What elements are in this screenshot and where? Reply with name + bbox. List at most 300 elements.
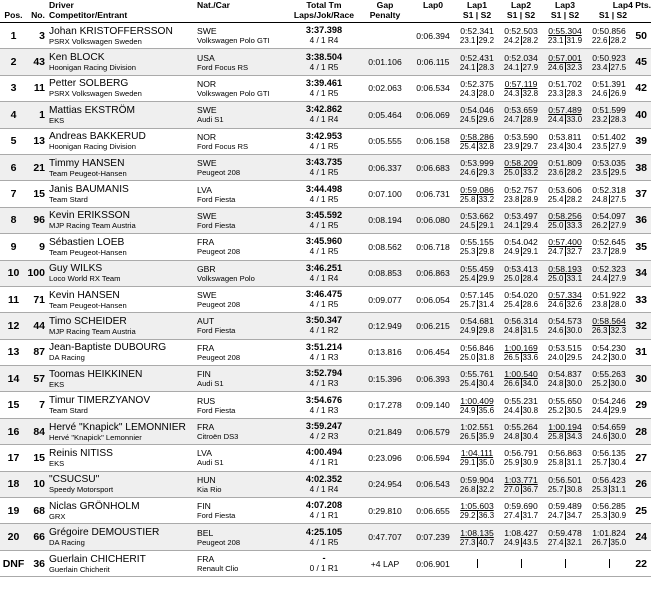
total-time: 3:39.461 [305,77,343,88]
lap2-time: 0:55.231 [504,395,538,406]
total-cell [289,471,359,497]
table-row [0,181,651,207]
lap0-time: 0:06.731 [411,181,455,207]
lap4-cell [587,445,631,471]
lap3-sectors: 25.2 30.5 [547,405,583,415]
total-time: 3:46.251 [305,262,343,273]
lap4-cell [587,366,631,392]
driver-cell [49,498,197,524]
natcar-cell [197,313,289,339]
lap4-cell [587,23,631,49]
laps-jok-race: 4 / 1 R5 [309,247,339,257]
laps-jok-race: 0 / 1 R1 [309,564,339,573]
lap3-time: 0:57.334 [548,290,582,301]
lap3-sectors: 23.3 28.3 [547,88,583,98]
car-model: Ford Fiesta [197,405,236,415]
lap3-time: 0:58.193 [548,263,582,274]
lap1-cell [455,181,499,207]
total-cell [289,366,359,392]
lap3-sectors: 24.6 32.3 [547,62,583,72]
lap1-sectors: 24.6 29.3 [459,168,495,178]
total-time: 3:45.592 [305,209,343,220]
gap: 0:02.063 [359,75,411,101]
driver-cell [49,260,197,286]
total-cell [289,23,359,49]
header-pos: Pos. [0,0,27,23]
total-time: 3:42.862 [305,104,343,115]
lap4-sectors: 25.3 30.9 [591,511,627,521]
lap4-time: 0:56.135 [592,448,626,459]
total-cell [289,313,359,339]
lap1-sectors [457,559,497,568]
gap: 0:05.555 [359,128,411,154]
lap4-cell [587,102,631,128]
lap0-time: 0:06.080 [411,207,455,233]
table-row [0,550,651,576]
lap0-time: 0:06.534 [411,75,455,101]
car-model: Ford Focus RS [197,62,249,72]
table-row [0,49,651,75]
car-model: Peugeot 208 [197,300,241,310]
lap0-time: 0:06.054 [411,286,455,312]
lap1-sectors: 25.8 33.2 [459,194,495,204]
table-row [0,260,651,286]
team-name: MJP Racing Team Austria [49,221,136,231]
lap1-sectors: 24.3 28.0 [459,88,495,98]
natcar-cell [197,471,289,497]
laps-jok-race: 4 / 1 R5 [309,194,339,204]
table-row [0,498,651,524]
position: 9 [0,234,27,260]
natcar-cell [197,207,289,233]
driver-cell [49,418,197,444]
total-time: - [322,553,326,563]
lap4-sectors: 26.7 35.0 [591,537,627,547]
total-cell [289,49,359,75]
lap1-time: 0:59.086 [460,184,494,195]
natcar-cell [197,418,289,444]
car-model: Audi S1 [197,115,224,125]
lap2-sectors: 25.9 30.9 [503,458,539,468]
nationality: FRA [197,554,215,564]
lap1-cell [455,49,499,75]
nationality: FRA [197,237,215,248]
lap4-sectors: 24.6 26.9 [591,88,627,98]
lap1-sectors: 23.1 29.2 [459,36,495,46]
lap3-cell [543,524,587,550]
gap: 0:47.707 [359,524,411,550]
lap3-sectors: 25.8 34.3 [547,432,583,442]
lap3-cell [543,128,587,154]
points: 35 [631,234,651,260]
points: 24 [631,524,651,550]
car-model: Renault Clio [197,564,239,573]
points: 50 [631,23,651,49]
natcar-cell [197,286,289,312]
team-name: Hoonigan Racing Division [49,63,136,73]
lap2-time: 0:52.503 [504,26,538,37]
lap2-cell [499,550,543,576]
total-cell [289,550,359,576]
lap2-cell [499,524,543,550]
gap: 0:06.337 [359,154,411,180]
lap1-time: 0:57.145 [460,290,494,301]
lap2-time: 0:54.020 [504,290,538,301]
car-number: 36 [27,550,49,576]
lap3-time: 0:54.573 [548,316,582,327]
gap: 0:29.810 [359,498,411,524]
lap3-time: 0:59.478 [548,527,582,538]
lap1-cell [455,418,499,444]
lap3-sectors: 23.1 31.9 [547,36,583,46]
natcar-cell [197,234,289,260]
car-number: 66 [27,524,49,550]
total-cell [289,286,359,312]
total-cell [289,75,359,101]
lap1-cell [455,550,499,576]
car-model: Volkswagen Polo GTI [197,88,270,98]
lap4-cell [587,392,631,418]
nationality: FIN [197,369,211,380]
car-model: Ford Fiesta [197,326,236,336]
lap4-time: 0:51.922 [592,290,626,301]
lap1-cell [455,23,499,49]
points: 30 [631,366,651,392]
lap2-time: 0:56.791 [504,448,538,459]
lap3-time: 0:57.001 [548,52,582,63]
lap3-time: 1:00.194 [548,422,582,433]
gap: 0:08.562 [359,234,411,260]
team-name: GRX [49,511,66,521]
lap1-sectors: 26.5 35.9 [459,432,495,442]
laps-jok-race: 4 / 1 R5 [309,141,339,151]
laps-jok-race: 4 / 1 R5 [309,62,339,72]
lap4-cell [587,498,631,524]
lap3-time: 0:53.606 [548,184,582,195]
lap1-sectors: 29.2 36.3 [459,511,495,521]
driver-cell [49,392,197,418]
car-number: 13 [27,128,49,154]
lap1-cell [455,313,499,339]
driver-name: Reinis NITISS [49,447,113,459]
total-time: 3:52.794 [305,368,343,379]
position: 6 [0,154,27,180]
car-model: Peugeot 208 [197,168,241,178]
nationality: RUS [197,395,216,406]
nationality: FRA [197,342,215,353]
lap1-time: 0:54.046 [460,105,494,116]
lap0-time: 0:06.594 [411,445,455,471]
lap4-cell [587,154,631,180]
lap4-sectors: 22.6 28.2 [591,36,627,46]
lap2-cell [499,498,543,524]
lap2-sectors: 26.5 33.6 [503,352,539,362]
lap4-cell [587,207,631,233]
driver-name: Johan KRISTOFFERSSON [49,25,173,37]
lap1-time: 0:54.681 [460,316,494,327]
header-natcar: Nat./Car [197,0,289,23]
lap2-sectors: 24.4 30.8 [503,405,539,415]
table-row [0,102,651,128]
lap3-time: 0:51.702 [548,78,582,89]
laps-jok-race: 4 / 1 R4 [309,115,339,125]
header-lap1: Lap1 S1 | S2 [455,0,499,23]
lap1-sectors: 25.7 31.4 [459,300,495,310]
laps-jok-race: 4 / 1 R5 [309,220,339,230]
total-cell [289,445,359,471]
points: 28 [631,418,651,444]
driver-name: Timmy HANSEN [49,157,125,169]
lap1-cell [455,286,499,312]
gap [359,23,411,49]
lap2-sectors: 24.7 28.9 [503,115,539,125]
results-body [0,23,651,577]
car-number: 68 [27,498,49,524]
lap2-cell [499,445,543,471]
lap2-sectors: 25.4 28.6 [503,300,539,310]
lap2-time: 0:53.497 [504,210,538,221]
lap4-time: 0:52.645 [592,237,626,248]
driver-name: Guy WILKS [49,263,103,275]
lap1-sectors: 24.5 29.6 [459,115,495,125]
gap: +4 LAP [359,550,411,576]
driver-name: Kevin ERIKSSON [49,210,130,222]
lap3-sectors: 23.4 30.4 [547,141,583,151]
header-driver: Driver Competitor/Entrant [49,0,197,23]
laps-jok-race: 4 / 1 R3 [309,379,339,389]
position: 3 [0,75,27,101]
lap4-cell [587,471,631,497]
lap1-cell [455,445,499,471]
lap3-sectors: 25.0 33.1 [547,273,583,283]
gap: 0:17.278 [359,392,411,418]
lap1-time: 1:08.135 [460,527,494,538]
lap3-cell [543,260,587,286]
lap3-sectors: 24.7 34.7 [547,511,583,521]
lap1-time: 0:52.341 [460,26,494,37]
total-cell [289,260,359,286]
position: 17 [0,445,27,471]
lap2-cell [499,102,543,128]
total-cell [289,339,359,365]
lap2-sectors: 25.0 28.4 [503,273,539,283]
driver-cell [49,102,197,128]
lap0-time: 0:06.901 [411,550,455,576]
total-time: 3:37.398 [305,25,343,36]
car-number: 100 [27,260,49,286]
lap4-time: 0:58.564 [592,316,626,327]
lap4-time: 0:54.246 [592,395,626,406]
lap1-time: 0:53.662 [460,210,494,221]
total-time: 4:02.352 [305,473,343,484]
table-row [0,418,651,444]
lap3-cell [543,207,587,233]
nationality: BEL [197,527,214,538]
natcar-cell [197,154,289,180]
car-number: 57 [27,366,49,392]
lap2-cell [499,313,543,339]
gap: 0:13.816 [359,339,411,365]
lap4-cell [587,313,631,339]
nationality: LVA [197,184,212,195]
points: 40 [631,102,651,128]
lap0-time: 0:06.069 [411,102,455,128]
total-cell [289,418,359,444]
lap1-sectors: 24.5 29.1 [459,220,495,230]
header-no: No. [27,0,49,23]
table-row [0,366,651,392]
lap2-time: 0:58.209 [504,158,538,169]
car-model: Ford Fiesta [197,511,236,521]
lap4-sectors: 25.3 31.1 [591,484,627,494]
lap1-time: 0:59.904 [460,474,494,485]
driver-name: Jean-Baptiste DUBOURG [49,342,167,354]
lap1-cell [455,524,499,550]
lap3-time: 0:58.256 [548,210,582,221]
position: 13 [0,339,27,365]
car-model: Ford Fiesta [197,220,236,230]
lap2-cell [499,234,543,260]
lap1-cell [455,154,499,180]
lap3-time: 0:59.489 [548,501,582,512]
driver-name: Sébastien LOEB [49,236,125,248]
nationality: NOR [197,131,217,142]
lap3-time: 0:56.863 [548,448,582,459]
driver-name: Andreas BAKKERUD [49,131,146,143]
car-number: 44 [27,313,49,339]
table-row [0,234,651,260]
points: 22 [631,550,651,576]
lap1-cell [455,471,499,497]
total-time: 3:50.347 [305,315,343,326]
total-time: 3:38.504 [305,51,343,62]
lap1-time: 1:02.551 [460,422,494,433]
lap2-sectors: 24.9 43.5 [503,537,539,547]
lap4-time: 0:52.318 [592,184,626,195]
table-row [0,207,651,233]
lap4-time: 0:54.659 [592,422,626,433]
total-time: 4:07.208 [305,500,343,511]
car-model: Ford Focus RS [197,141,249,151]
lap1-time: 0:55.155 [460,237,494,248]
car-number: 15 [27,445,49,471]
lap4-sectors: 23.2 28.3 [591,115,627,125]
lap2-cell [499,392,543,418]
team-name: Guerlain Chicherit [49,564,110,574]
lap0-time: 0:06.454 [411,339,455,365]
lap2-time: 1:08.427 [504,527,538,538]
lap4-sectors: 23.8 28.0 [591,300,627,310]
lap4-time: 0:56.423 [592,474,626,485]
total-time: 3:45.960 [305,236,343,247]
lap3-cell [543,49,587,75]
lap2-sectors: 27.0 36.7 [503,484,539,494]
lap1-time: 1:04.111 [460,448,494,459]
lap2-time: 0:53.659 [504,105,538,116]
natcar-cell [197,23,289,49]
lap0-time: 0:06.394 [411,23,455,49]
car-number: 3 [27,23,49,49]
nationality: NOR [197,78,217,89]
car-model: Peugeot 208 [197,537,241,547]
header-lap4: Lap4 Pts. S1 | S2 [587,0,651,23]
lap2-sectors: 27.4 31.7 [503,511,539,521]
points: 34 [631,260,651,286]
lap3-cell [543,471,587,497]
table-row [0,445,651,471]
lap1-cell [455,75,499,101]
team-name: EKS [49,379,65,389]
gap: 0:23.096 [359,445,411,471]
lap3-cell [543,498,587,524]
car-model: Ford Fiesta [197,194,236,204]
lap3-cell [543,313,587,339]
position: 5 [0,128,27,154]
total-time: 3:43.735 [305,157,343,168]
lap1-sectors: 24.1 28.3 [459,62,495,72]
table-row [0,75,651,101]
lap2-time: 0:52.034 [504,52,538,63]
lap3-cell [543,339,587,365]
lap2-time: 0:56.314 [504,316,538,327]
team-name: PSRX Volkswagen Sweden [49,36,142,46]
driver-name: Mattias EKSTRÖM [49,104,136,116]
team-name: Team Peugeot-Hansen [49,168,127,178]
points: 27 [631,445,651,471]
lap2-sectors: 24.3 32.8 [503,88,539,98]
lap4-sectors: 23.5 29.5 [591,168,627,178]
lap3-time: 0:54.837 [548,369,582,380]
lap4-sectors: 26.2 27.9 [591,220,627,230]
total-time: 3:54.676 [305,394,343,405]
position: 1 [0,23,27,49]
laps-jok-race: 4 / 1 R2 [309,326,339,336]
lap2-cell [499,23,543,49]
car-number: 10 [27,471,49,497]
lap1-time: 0:53.999 [460,158,494,169]
laps-jok-race: 4 / 1 R3 [309,405,339,415]
nationality: SWE [197,290,217,301]
driver-cell [49,471,197,497]
lap2-time: 0:54.042 [504,237,538,248]
car-number: 96 [27,207,49,233]
lap1-cell [455,366,499,392]
table-row [0,313,651,339]
lap1-sectors: 25.3 29.8 [459,247,495,257]
lap0-time: 0:06.655 [411,498,455,524]
lap1-cell [455,498,499,524]
lap2-time: 0:57.119 [504,78,538,89]
total-time: 3:51.214 [305,341,343,352]
team-name: Team Stard [49,195,88,205]
total-cell [289,392,359,418]
position: 11 [0,286,27,312]
points: 45 [631,49,651,75]
lap3-sectors: 24.4 33.0 [547,115,583,125]
lap3-cell [543,102,587,128]
total-cell [289,128,359,154]
lap1-sectors: 25.0 31.8 [459,352,495,362]
driver-name: Hervé "Knapick" LEMONNIER [49,421,186,433]
car-number: 43 [27,49,49,75]
team-name: DA Racing [49,353,85,363]
lap3-sectors: 25.0 33.3 [547,220,583,230]
lap3-sectors [545,559,585,568]
gap: 0:21.849 [359,418,411,444]
lap2-time: 0:55.264 [504,422,538,433]
driver-cell [49,313,197,339]
lap2-cell [499,154,543,180]
